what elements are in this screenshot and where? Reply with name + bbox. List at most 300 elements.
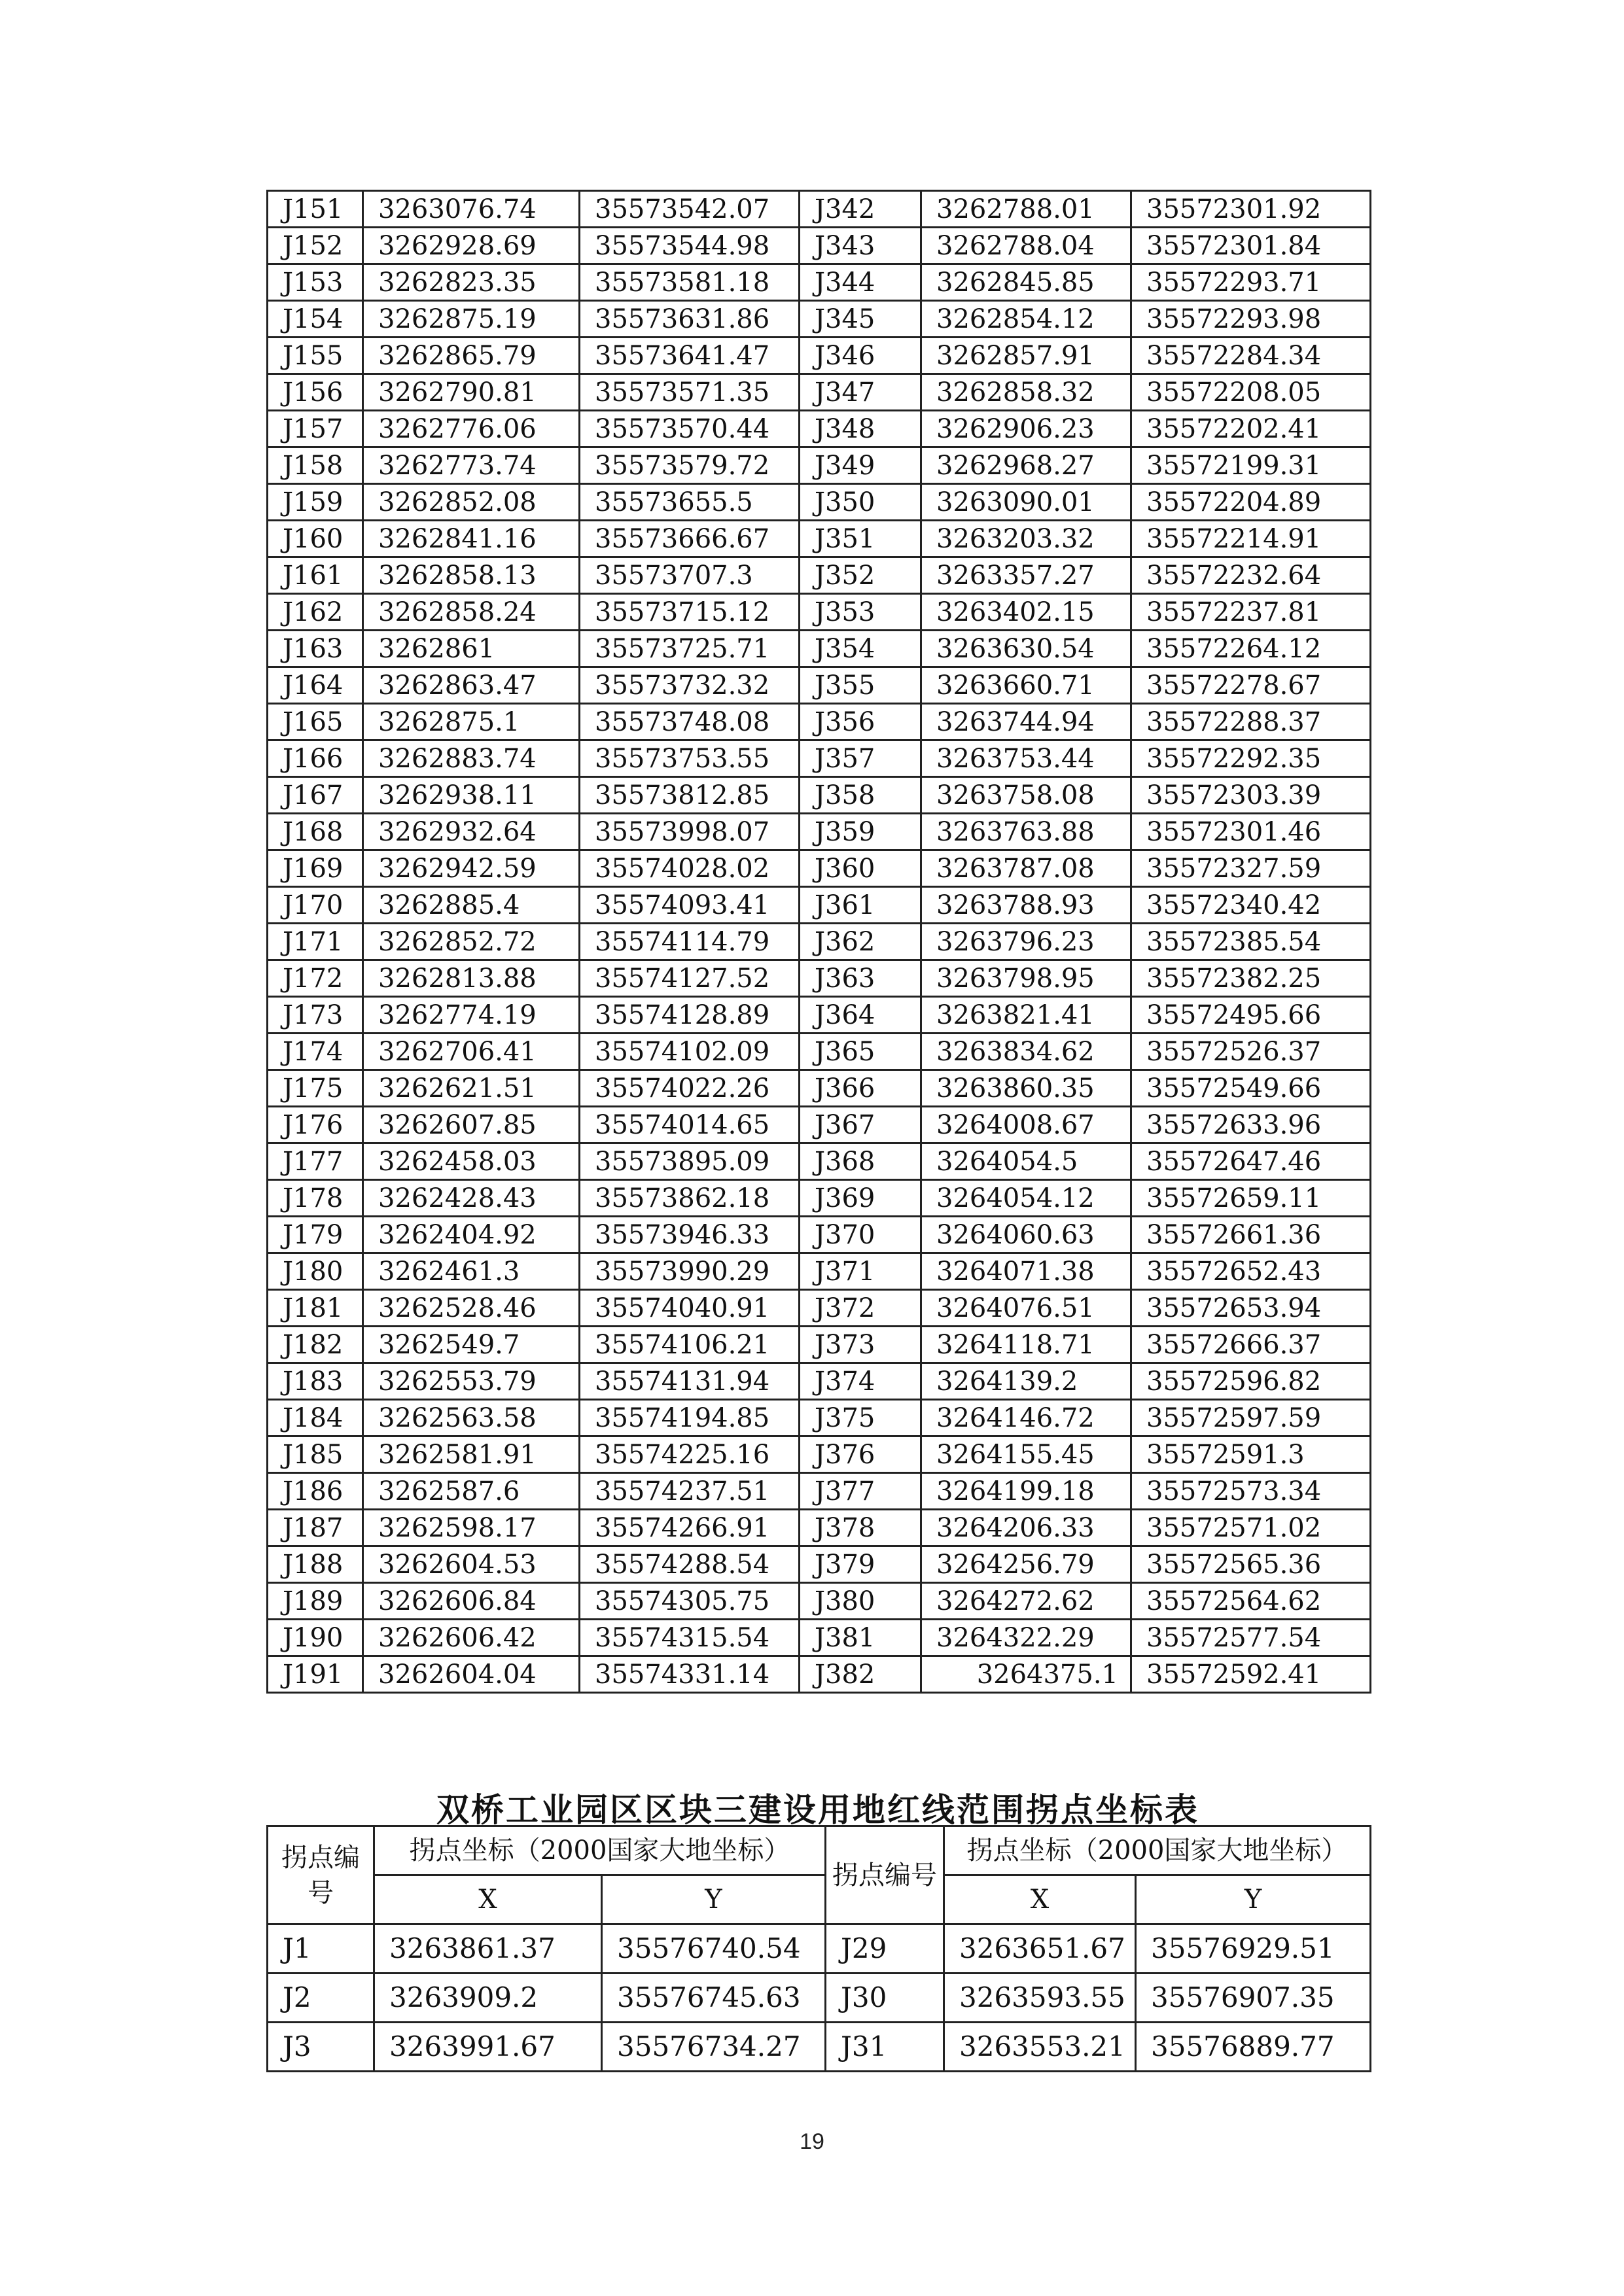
cell-point-id: J156 (268, 374, 363, 411)
cell-y-coord: 35573641.47 (580, 338, 800, 374)
table-row (268, 1924, 1371, 1974)
cell-x-coord: 3262706.41 (363, 1034, 580, 1070)
cell-x-coord: 3262857.91 (921, 338, 1131, 374)
cell-point-id: J164 (268, 667, 363, 704)
cell-y-coord: 35574106.21 (580, 1327, 800, 1363)
cell-point-id: J3 (268, 2023, 374, 2072)
cell-point-id: J184 (268, 1400, 363, 1436)
cell-point-id: J158 (268, 447, 363, 484)
cell-y-coord: 35574093.41 (580, 887, 800, 924)
table-row (268, 887, 1371, 924)
cell-y-coord: 35572659.11 (1131, 1180, 1371, 1217)
table-row (268, 1034, 1371, 1070)
cell-x-coord: 3263753.44 (921, 740, 1131, 777)
cell-point-id: J372 (800, 1290, 921, 1327)
cell-point-id: J357 (800, 740, 921, 777)
table-row (268, 594, 1371, 631)
cell-x-coord: 3262968.27 (921, 447, 1131, 484)
cell-y-coord: 35574022.26 (580, 1070, 800, 1107)
cell-x-coord: 3262942.59 (363, 850, 580, 887)
table-row (268, 447, 1371, 484)
cell-y-coord: 35572653.94 (1131, 1290, 1371, 1327)
table-row (268, 777, 1371, 814)
table-row (268, 1217, 1371, 1253)
cell-x-coord: 3262788.01 (921, 191, 1131, 228)
cell-y-coord: 35576740.54 (602, 1924, 826, 1974)
cell-y-coord: 35574225.16 (580, 1436, 800, 1473)
cell-point-id: J351 (800, 521, 921, 557)
cell-y-coord: 35572652.43 (1131, 1253, 1371, 1290)
cell-y-coord: 35572564.62 (1131, 1583, 1371, 1620)
table-row (268, 1436, 1371, 1473)
cell-y-coord: 35572592.41 (1131, 1656, 1371, 1693)
header-row (268, 1826, 1371, 1875)
cell-x-coord: 3262549.7 (363, 1327, 580, 1363)
cell-x-coord: 3263203.32 (921, 521, 1131, 557)
cell-x-coord: 3262938.11 (363, 777, 580, 814)
cell-point-id: J364 (800, 997, 921, 1034)
cell-y-coord: 35573725.71 (580, 631, 800, 667)
cell-y-coord: 35574288.54 (580, 1546, 800, 1583)
cell-x-coord: 3262906.23 (921, 411, 1131, 447)
table-row (268, 1583, 1371, 1620)
cell-x-coord: 3263744.94 (921, 704, 1131, 740)
cell-point-id: J173 (268, 997, 363, 1034)
cell-x-coord: 3264256.79 (921, 1546, 1131, 1583)
cell-point-id: J363 (800, 960, 921, 997)
cell-y-coord: 35572549.66 (1131, 1070, 1371, 1107)
cell-x-coord: 3263861.37 (374, 1924, 602, 1974)
cell-x-coord: 3262858.32 (921, 374, 1131, 411)
cell-x-coord: 3262852.08 (363, 484, 580, 521)
cell-y-coord: 35572288.37 (1131, 704, 1371, 740)
cell-point-id: J343 (800, 228, 921, 264)
cell-point-id: J382 (800, 1656, 921, 1693)
cell-y-coord: 35573579.72 (580, 447, 800, 484)
cell-point-id: J178 (268, 1180, 363, 1217)
cell-point-id: J353 (800, 594, 921, 631)
cell-x-coord: 3264272.62 (921, 1583, 1131, 1620)
cell-y-coord: 35572596.82 (1131, 1363, 1371, 1400)
cell-point-id: J30 (826, 1974, 944, 2023)
header-row-axes (268, 1875, 1371, 1924)
cell-y-coord: 35572382.25 (1131, 960, 1371, 997)
cell-point-id: J344 (800, 264, 921, 301)
cell-point-id: J29 (826, 1924, 944, 1974)
table-row (268, 228, 1371, 264)
cell-x-coord: 3263090.01 (921, 484, 1131, 521)
cell-x-coord: 3262854.12 (921, 301, 1131, 338)
cell-y-coord: 35573581.18 (580, 264, 800, 301)
cell-y-coord: 35573946.33 (580, 1217, 800, 1253)
cell-x-coord: 3264054.12 (921, 1180, 1131, 1217)
cell-y-coord: 35573544.98 (580, 228, 800, 264)
cell-point-id: J371 (800, 1253, 921, 1290)
cell-x-coord: 3263787.08 (921, 850, 1131, 887)
cell-point-id: J160 (268, 521, 363, 557)
cell-x-coord: 3262587.6 (363, 1473, 580, 1510)
cell-point-id: J188 (268, 1546, 363, 1583)
table-row (268, 1253, 1371, 1290)
cell-point-id: J376 (800, 1436, 921, 1473)
cell-y-coord: 35572633.96 (1131, 1107, 1371, 1143)
cell-point-id: J176 (268, 1107, 363, 1143)
cell-x-coord: 3263860.35 (921, 1070, 1131, 1107)
cell-x-coord: 3262528.46 (363, 1290, 580, 1327)
cell-y-coord: 35573990.29 (580, 1253, 800, 1290)
table-row (268, 264, 1371, 301)
cell-y-coord: 35572565.36 (1131, 1546, 1371, 1583)
table-row (268, 1327, 1371, 1363)
cell-x-coord: 3263788.93 (921, 887, 1131, 924)
cell-point-id: J352 (800, 557, 921, 594)
cell-x-coord: 3262553.79 (363, 1363, 580, 1400)
table-row (268, 814, 1371, 850)
cell-x-coord: 3262604.04 (363, 1656, 580, 1693)
cell-y-coord: 35574028.02 (580, 850, 800, 887)
cell-point-id: J369 (800, 1180, 921, 1217)
cell-y-coord: 35573631.86 (580, 301, 800, 338)
cell-point-id: J377 (800, 1473, 921, 1510)
cell-y-coord: 35572301.92 (1131, 191, 1371, 228)
cell-point-id: J180 (268, 1253, 363, 1290)
table-row (268, 997, 1371, 1034)
table-row (268, 521, 1371, 557)
cell-x-coord: 3264375.1 (921, 1656, 1131, 1693)
cell-x-coord: 3262823.35 (363, 264, 580, 301)
table-row (268, 1510, 1371, 1546)
cell-x-coord: 3262776.06 (363, 411, 580, 447)
cell-y-coord: 35574102.09 (580, 1034, 800, 1070)
table-row (268, 1546, 1371, 1583)
cell-y-coord: 35572647.46 (1131, 1143, 1371, 1180)
table-row (268, 1656, 1371, 1693)
table-title: 双桥工业园区区块三建设用地红线范围拐点坐标表 (436, 1790, 1199, 1829)
cell-y-coord: 35572292.35 (1131, 740, 1371, 777)
cell-point-id: J347 (800, 374, 921, 411)
header-coord-left: 拐点坐标（2000国家大地坐标） (374, 1826, 826, 1875)
cell-x-coord: 3262606.42 (363, 1620, 580, 1656)
cell-x-coord: 3263593.55 (944, 1974, 1136, 2023)
cell-point-id: J356 (800, 704, 921, 740)
cell-point-id: J183 (268, 1363, 363, 1400)
cell-y-coord: 35573812.85 (580, 777, 800, 814)
cell-y-coord: 35572237.81 (1131, 594, 1371, 631)
cell-x-coord: 3263660.71 (921, 667, 1131, 704)
cell-y-coord: 35574331.14 (580, 1656, 800, 1693)
table-row (268, 1143, 1371, 1180)
cell-point-id: J186 (268, 1473, 363, 1510)
cell-point-id: J187 (268, 1510, 363, 1546)
cell-y-coord: 35573753.55 (580, 740, 800, 777)
cell-point-id: J171 (268, 924, 363, 960)
table-row (268, 338, 1371, 374)
cell-y-coord: 35576907.35 (1136, 1974, 1371, 2023)
cell-x-coord: 3264322.29 (921, 1620, 1131, 1656)
cell-point-id: J2 (268, 1974, 374, 2023)
cell-point-id: J1 (268, 1924, 374, 1974)
cell-x-coord: 3262788.04 (921, 228, 1131, 264)
cell-point-id: J165 (268, 704, 363, 740)
cell-x-coord: 3262621.51 (363, 1070, 580, 1107)
cell-y-coord: 35572571.02 (1131, 1510, 1371, 1546)
cell-point-id: J162 (268, 594, 363, 631)
block-three-coordinate-table (266, 1825, 1371, 2072)
cell-x-coord: 3264060.63 (921, 1217, 1131, 1253)
cell-point-id: J167 (268, 777, 363, 814)
cell-point-id: J374 (800, 1363, 921, 1400)
cell-x-coord: 3263553.21 (944, 2023, 1136, 2072)
cell-y-coord: 35573707.3 (580, 557, 800, 594)
cell-y-coord: 35576745.63 (602, 1974, 826, 2023)
cell-point-id: J379 (800, 1546, 921, 1583)
cell-y-coord: 35572199.31 (1131, 447, 1371, 484)
cell-point-id: J346 (800, 338, 921, 374)
cell-x-coord: 3262885.4 (363, 887, 580, 924)
cell-point-id: J168 (268, 814, 363, 850)
cell-x-coord: 3264199.18 (921, 1473, 1131, 1510)
cell-x-coord: 3263821.41 (921, 997, 1131, 1034)
cell-point-id: J174 (268, 1034, 363, 1070)
cell-y-coord: 35572208.05 (1131, 374, 1371, 411)
table-row (268, 850, 1371, 887)
cell-y-coord: 35572577.54 (1131, 1620, 1371, 1656)
cell-x-coord: 3262428.43 (363, 1180, 580, 1217)
cell-x-coord: 3263402.15 (921, 594, 1131, 631)
cell-x-coord: 3262883.74 (363, 740, 580, 777)
cell-point-id: J185 (268, 1436, 363, 1473)
cell-point-id: J348 (800, 411, 921, 447)
cell-y-coord: 35572278.67 (1131, 667, 1371, 704)
cell-x-coord: 3263758.08 (921, 777, 1131, 814)
cell-y-coord: 35572293.98 (1131, 301, 1371, 338)
table-row (268, 2023, 1371, 2072)
cell-x-coord: 3262928.69 (363, 228, 580, 264)
cell-y-coord: 35573862.18 (580, 1180, 800, 1217)
cell-point-id: J350 (800, 484, 921, 521)
cell-x-coord: 3263991.67 (374, 2023, 602, 2072)
cell-x-coord: 3262932.64 (363, 814, 580, 850)
cell-point-id: J191 (268, 1656, 363, 1693)
cell-x-coord: 3262774.19 (363, 997, 580, 1034)
cell-x-coord: 3262461.3 (363, 1253, 580, 1290)
cell-point-id: J368 (800, 1143, 921, 1180)
table-row (268, 740, 1371, 777)
cell-point-id: J373 (800, 1327, 921, 1363)
cell-x-coord: 3262865.79 (363, 338, 580, 374)
cell-x-coord: 3263651.67 (944, 1924, 1136, 1974)
table-row (268, 924, 1371, 960)
cell-x-coord: 3263357.27 (921, 557, 1131, 594)
cell-x-coord: 3262563.58 (363, 1400, 580, 1436)
header-y-left: Y (602, 1875, 826, 1924)
table-row (268, 301, 1371, 338)
cell-y-coord: 35572264.12 (1131, 631, 1371, 667)
cell-x-coord: 3262875.1 (363, 704, 580, 740)
cell-x-coord: 3264071.38 (921, 1253, 1131, 1290)
cell-y-coord: 35572204.89 (1131, 484, 1371, 521)
cell-y-coord: 35572666.37 (1131, 1327, 1371, 1363)
cell-point-id: J177 (268, 1143, 363, 1180)
cell-x-coord: 3263909.2 (374, 1974, 602, 2023)
table-row (268, 191, 1371, 228)
cell-y-coord: 35572385.54 (1131, 924, 1371, 960)
cell-x-coord: 3262606.84 (363, 1583, 580, 1620)
cell-x-coord: 3264076.51 (921, 1290, 1131, 1327)
cell-point-id: J159 (268, 484, 363, 521)
cell-y-coord: 35573998.07 (580, 814, 800, 850)
header-x-left: X (374, 1875, 602, 1924)
cell-y-coord: 35572301.84 (1131, 228, 1371, 264)
cell-y-coord: 35576929.51 (1136, 1924, 1371, 1974)
cell-point-id: J155 (268, 338, 363, 374)
cell-point-id: J175 (268, 1070, 363, 1107)
cell-y-coord: 35572232.64 (1131, 557, 1371, 594)
cell-point-id: J152 (268, 228, 363, 264)
cell-point-id: J358 (800, 777, 921, 814)
table-row (268, 1107, 1371, 1143)
cell-x-coord: 3264206.33 (921, 1510, 1131, 1546)
cell-y-coord: 35572495.66 (1131, 997, 1371, 1034)
table-row (268, 1070, 1371, 1107)
cell-y-coord: 35574237.51 (580, 1473, 800, 1510)
table-row (268, 960, 1371, 997)
cell-y-coord: 35572661.36 (1131, 1217, 1371, 1253)
cell-point-id: J189 (268, 1583, 363, 1620)
cell-y-coord: 35573570.44 (580, 411, 800, 447)
cell-point-id: J355 (800, 667, 921, 704)
cell-x-coord: 3262875.19 (363, 301, 580, 338)
table-row (268, 1974, 1371, 2023)
cell-y-coord: 35572293.71 (1131, 264, 1371, 301)
cell-y-coord: 35574305.75 (580, 1583, 800, 1620)
cell-point-id: J354 (800, 631, 921, 667)
table-row (268, 667, 1371, 704)
cell-y-coord: 35576889.77 (1136, 2023, 1371, 2072)
cell-point-id: J378 (800, 1510, 921, 1546)
cell-x-coord: 3263763.88 (921, 814, 1131, 850)
cell-point-id: J367 (800, 1107, 921, 1143)
cell-point-id: J375 (800, 1400, 921, 1436)
cell-y-coord: 35572340.42 (1131, 887, 1371, 924)
cell-point-id: J166 (268, 740, 363, 777)
cell-x-coord: 3264139.2 (921, 1363, 1131, 1400)
cell-x-coord: 3262773.74 (363, 447, 580, 484)
header-point-id-left: 拐点编号 (268, 1826, 374, 1924)
cell-point-id: J157 (268, 411, 363, 447)
cell-y-coord: 35574131.94 (580, 1363, 800, 1400)
cell-point-id: J170 (268, 887, 363, 924)
cell-y-coord: 35574128.89 (580, 997, 800, 1034)
cell-point-id: J31 (826, 2023, 944, 2072)
cell-point-id: J172 (268, 960, 363, 997)
cell-x-coord: 3264155.45 (921, 1436, 1131, 1473)
cell-y-coord: 35572284.34 (1131, 338, 1371, 374)
table-row (268, 631, 1371, 667)
table-row (268, 1400, 1371, 1436)
cell-point-id: J381 (800, 1620, 921, 1656)
cell-x-coord: 3262852.72 (363, 924, 580, 960)
cell-point-id: J359 (800, 814, 921, 850)
cell-y-coord: 35574114.79 (580, 924, 800, 960)
cell-x-coord: 3262845.85 (921, 264, 1131, 301)
cell-y-coord: 35572591.3 (1131, 1436, 1371, 1473)
cell-x-coord: 3263076.74 (363, 191, 580, 228)
table-row (268, 557, 1371, 594)
cell-y-coord: 35576734.27 (602, 2023, 826, 2072)
cell-x-coord: 3262404.92 (363, 1217, 580, 1253)
cell-x-coord: 3262607.85 (363, 1107, 580, 1143)
cell-x-coord: 3262858.24 (363, 594, 580, 631)
cell-y-coord: 35573571.35 (580, 374, 800, 411)
header-x-right: X (944, 1875, 1136, 1924)
table-row (268, 1180, 1371, 1217)
cell-x-coord: 3262581.91 (363, 1436, 580, 1473)
cell-point-id: J161 (268, 557, 363, 594)
cell-point-id: J190 (268, 1620, 363, 1656)
cell-x-coord: 3262841.16 (363, 521, 580, 557)
cell-point-id: J349 (800, 447, 921, 484)
cell-y-coord: 35573895.09 (580, 1143, 800, 1180)
cell-point-id: J361 (800, 887, 921, 924)
cell-y-coord: 35573748.08 (580, 704, 800, 740)
cell-point-id: J179 (268, 1217, 363, 1253)
table-row (268, 374, 1371, 411)
header-coord-right: 拐点坐标（2000国家大地坐标） (944, 1826, 1371, 1875)
coordinate-table-continued (266, 190, 1371, 1694)
cell-point-id: J151 (268, 191, 363, 228)
table-row (268, 1473, 1371, 1510)
cell-point-id: J169 (268, 850, 363, 887)
cell-y-coord: 35573715.12 (580, 594, 800, 631)
cell-x-coord: 3262861 (363, 631, 580, 667)
cell-point-id: J360 (800, 850, 921, 887)
table-row (268, 411, 1371, 447)
cell-y-coord: 35572327.59 (1131, 850, 1371, 887)
cell-y-coord: 35573655.5 (580, 484, 800, 521)
cell-x-coord: 3262458.03 (363, 1143, 580, 1180)
cell-x-coord: 3262813.88 (363, 960, 580, 997)
cell-y-coord: 35572214.91 (1131, 521, 1371, 557)
cell-x-coord: 3262604.53 (363, 1546, 580, 1583)
cell-x-coord: 3264008.67 (921, 1107, 1131, 1143)
cell-point-id: J366 (800, 1070, 921, 1107)
cell-y-coord: 35574266.91 (580, 1510, 800, 1546)
table-row (268, 1363, 1371, 1400)
cell-point-id: J182 (268, 1327, 363, 1363)
cell-y-coord: 35572526.37 (1131, 1034, 1371, 1070)
cell-point-id: J153 (268, 264, 363, 301)
cell-x-coord: 3262863.47 (363, 667, 580, 704)
header-point-id-right: 拐点编号 (826, 1826, 944, 1924)
table-row (268, 1290, 1371, 1327)
header-y-right: Y (1136, 1875, 1371, 1924)
cell-y-coord: 35574040.91 (580, 1290, 800, 1327)
cell-x-coord: 3263834.62 (921, 1034, 1131, 1070)
cell-x-coord: 3264146.72 (921, 1400, 1131, 1436)
cell-point-id: J181 (268, 1290, 363, 1327)
cell-point-id: J370 (800, 1217, 921, 1253)
cell-y-coord: 35573732.32 (580, 667, 800, 704)
cell-x-coord: 3263798.95 (921, 960, 1131, 997)
cell-x-coord: 3263796.23 (921, 924, 1131, 960)
cell-y-coord: 35574127.52 (580, 960, 800, 997)
cell-point-id: J345 (800, 301, 921, 338)
cell-x-coord: 3262858.13 (363, 557, 580, 594)
cell-y-coord: 35574014.65 (580, 1107, 800, 1143)
cell-point-id: J342 (800, 191, 921, 228)
cell-y-coord: 35573666.67 (580, 521, 800, 557)
